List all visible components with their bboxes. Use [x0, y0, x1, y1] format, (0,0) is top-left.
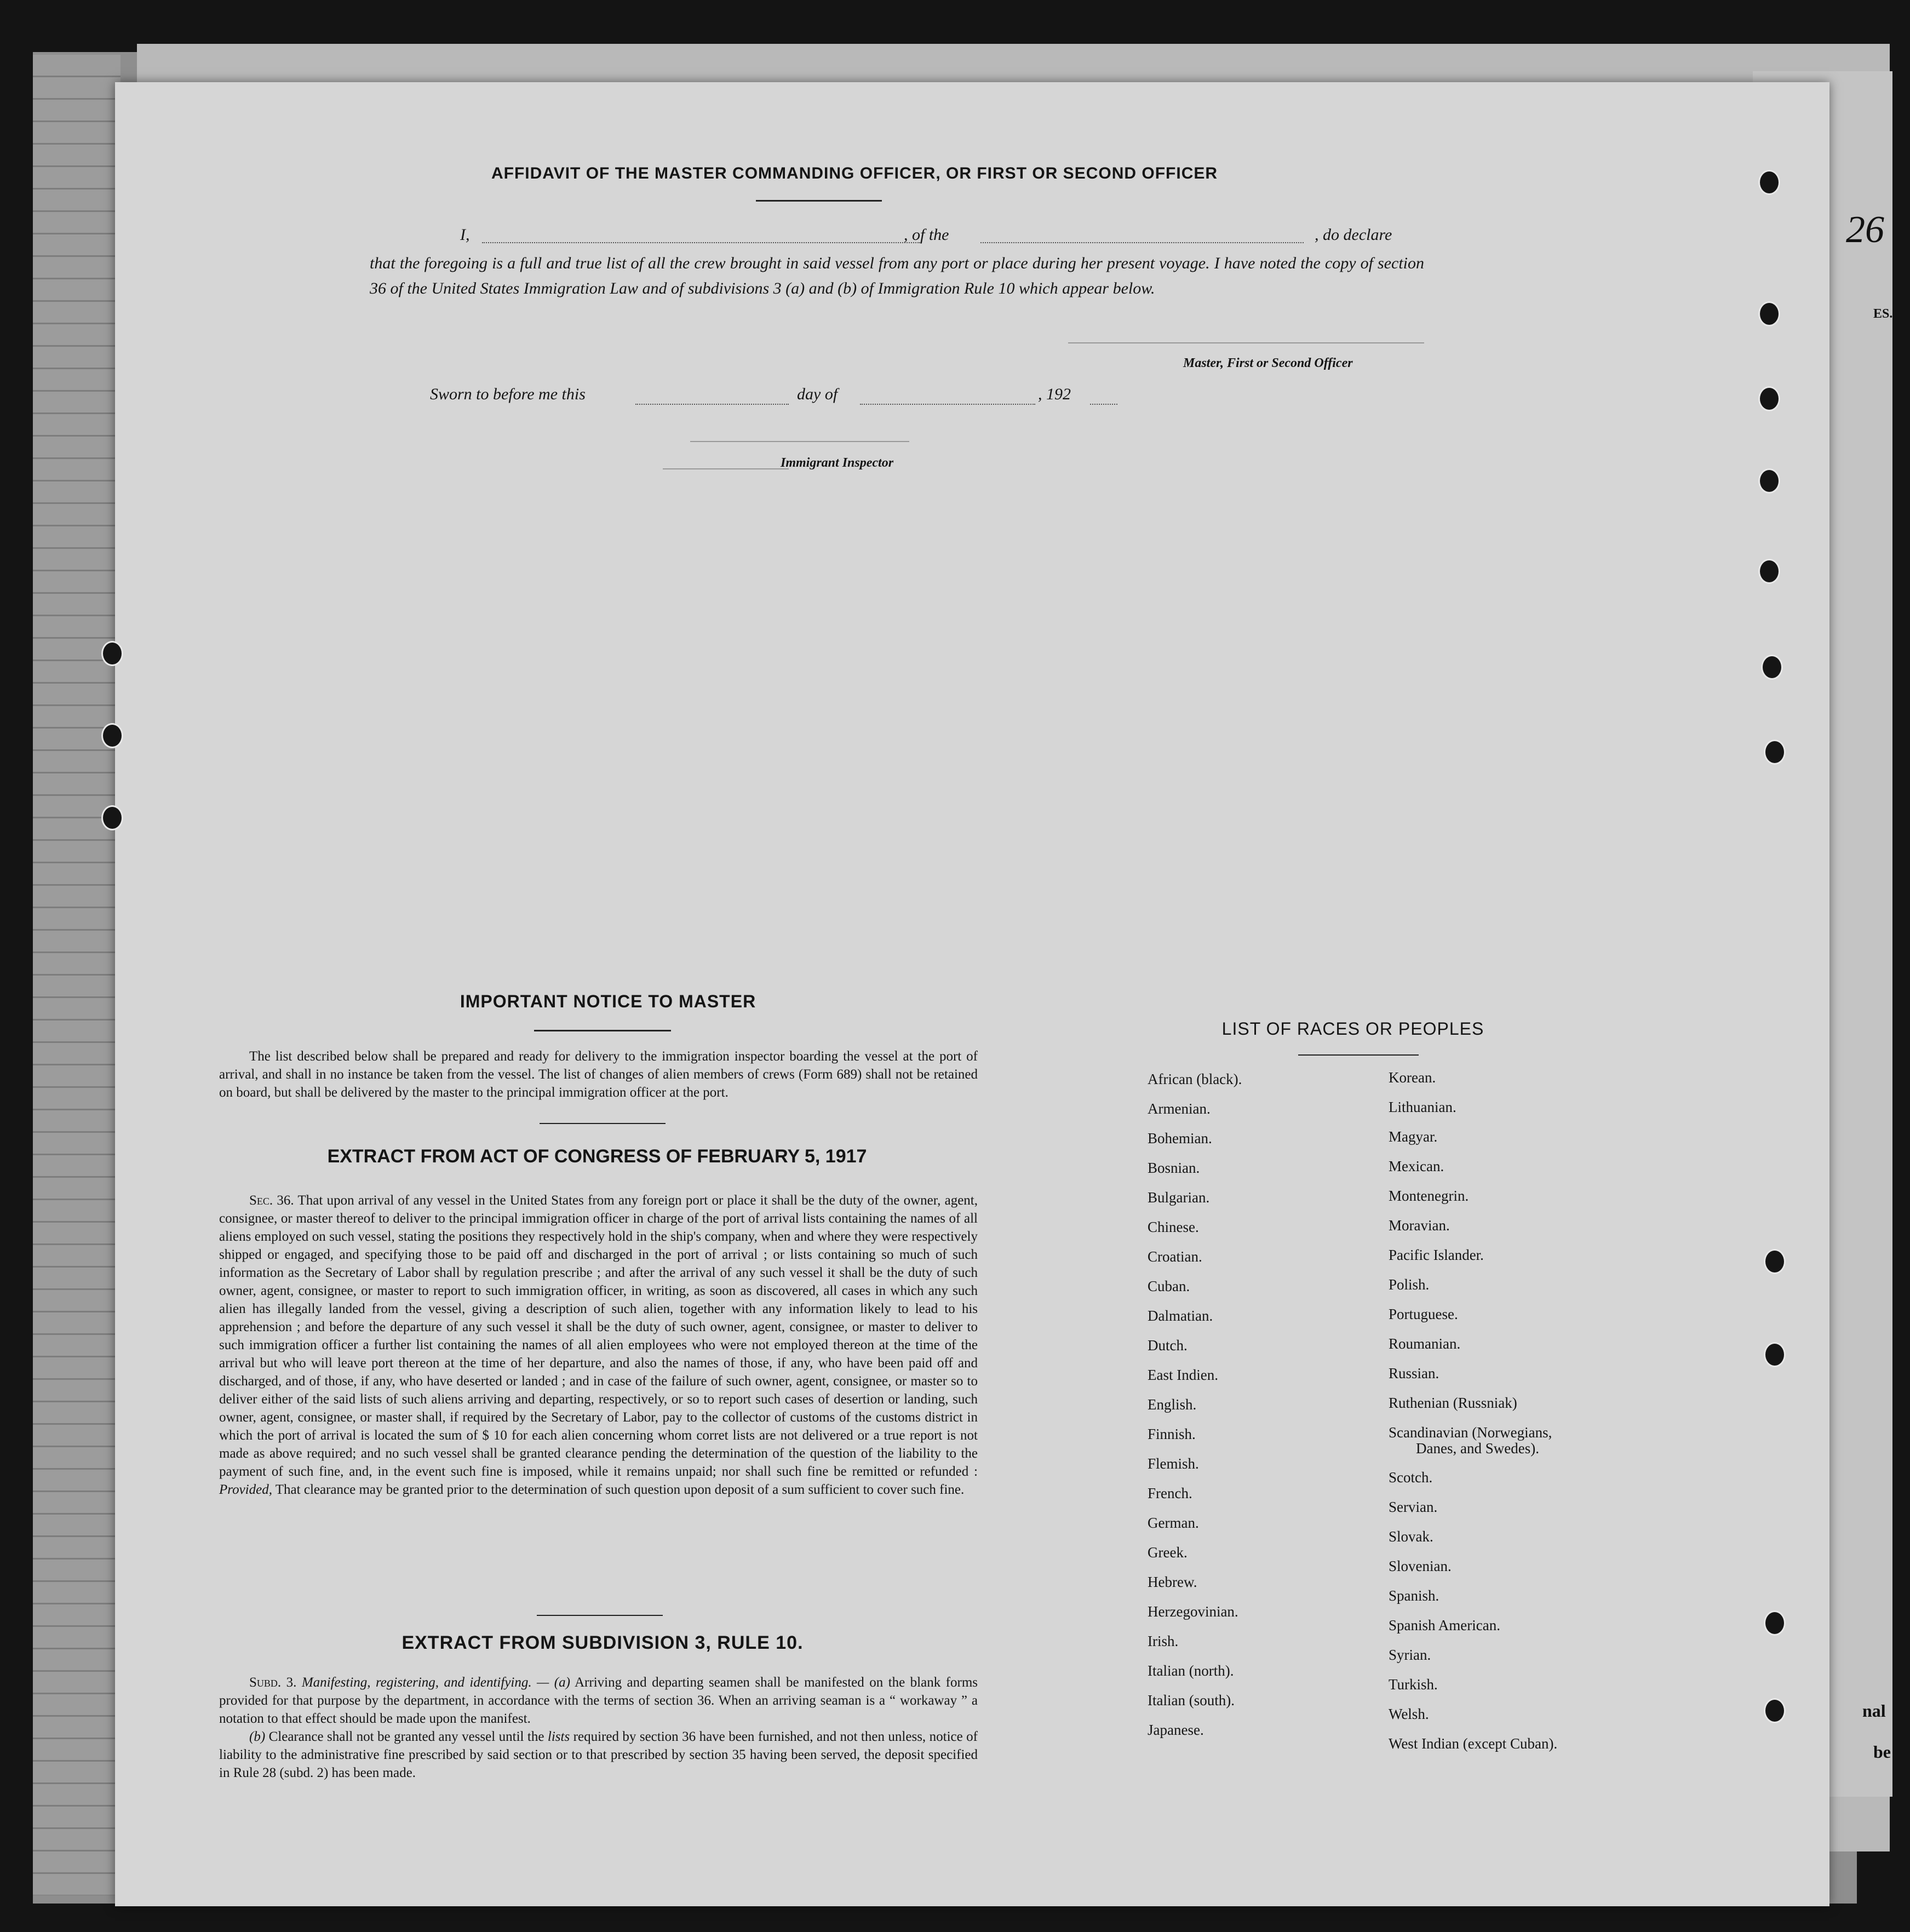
race-item: Russian. — [1389, 1365, 1439, 1381]
race-item: Hebrew. — [1148, 1574, 1197, 1590]
punch-hole — [1761, 655, 1783, 680]
race-item: Servian. — [1389, 1499, 1438, 1515]
punch-hole — [1758, 386, 1780, 411]
edge-fragment-be: be — [1873, 1742, 1891, 1762]
race-item: Slovenian. — [1389, 1558, 1452, 1574]
inspector-signature-line-2 — [663, 468, 789, 469]
notice-body: The list described below shall be prepared and ready for delivery to the immigration inspector boarding the vessel at the port of arrival, and shall in no instance be taken from the vessel. The list of changes of alien members of crews (Form 689) shall not be retained on board, but shall be delivered by the master to the principal immigration officer at the port. — [219, 1049, 978, 1100]
races-title-rule — [1298, 1054, 1419, 1056]
master-signature-line — [1068, 342, 1424, 343]
rule-subd-b: required by section 36 have been furnished, and not then unless, notice of liability to the administrative fine prescribed by said section or to that prescribed by section 35 having been served, the deposit specified in Rule 28 (subd. 2) has been made. — [219, 1729, 978, 1780]
document-page — [115, 82, 1829, 1906]
sworn-year: , 192 — [1038, 385, 1071, 403]
race-item: Bulgarian. — [1148, 1189, 1210, 1206]
race-item: Dalmatian. — [1148, 1308, 1213, 1324]
edge-fragment-es: ES. — [1873, 307, 1893, 321]
races-list-left — [1148, 1064, 1242, 1745]
race-item: Pacific Islander. — [1389, 1247, 1484, 1263]
rule-subd-b-pre: Clearance shall not be granted any vessel until the — [268, 1729, 544, 1744]
race-item: Roumanian. — [1389, 1335, 1461, 1352]
race-item: East Indien. — [1148, 1367, 1218, 1383]
punch-hole — [1758, 468, 1780, 494]
inspector-label: Immigrant Inspector — [781, 456, 894, 470]
affidavit-of-the: , of the — [904, 226, 949, 244]
race-item: West Indian (except Cuban). — [1389, 1735, 1558, 1752]
act-title: EXTRACT FROM ACT OF CONGRESS OF FEBRUARY 5, 1917 — [327, 1146, 867, 1167]
punch-hole — [1764, 1698, 1786, 1723]
race-item: Portuguese. — [1389, 1306, 1458, 1322]
race-item: Scandinavian (Norwegians, — [1389, 1424, 1552, 1441]
rule-body — [219, 1673, 978, 1782]
race-item: Danes, and Swedes). — [1416, 1440, 1539, 1457]
page-number: 26 — [1846, 209, 1884, 251]
race-item: Italian (south). — [1148, 1692, 1235, 1709]
rule-title: EXTRACT FROM SUBDIVISION 3, RULE 10. — [401, 1632, 804, 1653]
race-item: Korean. — [1389, 1069, 1436, 1086]
race-item: Slovak. — [1389, 1528, 1433, 1545]
act-end-rule — [537, 1615, 663, 1616]
notice-title: IMPORTANT NOTICE TO MASTER — [460, 991, 756, 1011]
punch-hole — [1764, 1610, 1786, 1636]
act-sec-label: Sec. 36. — [249, 1193, 294, 1208]
inspector-signature-line — [690, 441, 909, 442]
punch-hole — [101, 805, 123, 830]
act-body — [219, 1191, 978, 1499]
affidavit-body: that the foregoing is a full and true list of all the crew brought in said vessel from any port or place during her present voyage. I have noted the copy of section 36 of the United States Immigration Law and of subdivisions 3 (a) and (b) of Immigration Rule 10 which appear below. — [370, 254, 1424, 297]
race-item: Greek. — [1148, 1544, 1188, 1561]
edge-fragment-nal: nal — [1862, 1701, 1886, 1721]
race-item: Italian (north). — [1148, 1662, 1234, 1679]
sworn-prefix: Sworn to before me this — [430, 385, 586, 403]
race-item: Mexican. — [1389, 1158, 1444, 1174]
punch-hole — [1764, 1342, 1786, 1367]
race-item: Cuban. — [1148, 1278, 1190, 1294]
sworn-day-blank — [635, 404, 789, 405]
punch-hole — [101, 641, 123, 666]
rule-subd-heading: Manifesting, registering, and identifying. — (a) — [301, 1675, 570, 1690]
rule-subd-a: Arriving and departing seamen shall be manifested on the blank forms provided for that purpose by the department, in accordance with the terms of section 36. When an arriving seaman is a “ workaway ” a notation to that effect should be made upon the manifest. — [219, 1675, 978, 1726]
race-item: Lithuanian. — [1389, 1099, 1456, 1115]
sworn-year-blank — [1090, 404, 1117, 405]
race-item: Scotch. — [1389, 1469, 1433, 1486]
affidavit-i: I, — [460, 226, 470, 244]
notice-end-rule — [540, 1123, 666, 1124]
rule-subd-b-lists: lists — [547, 1729, 570, 1744]
race-item: Dutch. — [1148, 1337, 1188, 1354]
race-item: Finnish. — [1148, 1426, 1196, 1442]
race-item: Croatian. — [1148, 1248, 1202, 1265]
rule-subd-b-label: (b) — [249, 1729, 266, 1744]
act-text-end: That clearance may be granted prior to the determination of such question upon deposit of a sum sufficient to cover such fine. — [275, 1482, 965, 1497]
race-item: Welsh. — [1389, 1706, 1429, 1722]
sworn-month-blank — [860, 404, 1035, 405]
race-item: Spanish. — [1389, 1587, 1439, 1604]
race-item: Magyar. — [1389, 1128, 1438, 1145]
races-title: LIST OF RACES OR PEOPLES — [1221, 1019, 1484, 1039]
affidavit-declare: , do declare — [1315, 226, 1392, 244]
punch-hole — [1758, 301, 1780, 326]
act-text: That upon arrival of any vessel in the United States from any foreign port or place it shall be the duty of the owner, agent, consignee, or master thereof to deliver to the principal immigration officer in charge of the port of arrival lists containing the names of all aliens employed on such vessel, stating the positions they respectively hold in the ship's company, when and where they were respectively shipped or engaged, and specifying those to be paid off and discharged in the port of arrival ; or lists containing so much of such information as the Secretary of Labor shall by regulation prescribe ; and after the arrival of any such vessel it shall be the duty of such owner, agent, consignee, or master to report to such immigration officer, in writing, as soon as discovered, all cases in which any such alien has illegally landed from the vessel, giving a description of such alien, together with any information likely to lead to his apprehension ; and before the departure of any such vessel it shall be the duty of such owner, agent, consignee, or master to deliver to such immigration officer a further list containing the names of all alien employees who were not employed thereon at the time of the arrival but who will leave port thereon at the time of her departure, and also the names of those, if any, who have been paid off and discharged, and of those, if any, who have deserted or landed ; and in case of the failure of such owner, agent, consignee, or master so to deliver either of the said lists of such aliens arriving and departing, respectively, or so to report such cases of desertion or landing, such owner, agent, consignee, or master shall, if required by the Secretary of Labor, pay to the collector of customs of the customs district in which the port of arrival is located the sum of $ 10 for each alien concerning whom corret lists are not delivered or a true report is not made as above required; and no such vessel shall be granted clearance pending the determination of the question of the liability to the payment of such fine, and, in the event such fine is imposed, while it remains unpaid; nor shall such fine be remitted or refunded : — [219, 1193, 978, 1479]
punch-hole — [1758, 170, 1780, 195]
race-item: German. — [1148, 1515, 1199, 1531]
race-item: English. — [1148, 1396, 1197, 1413]
race-item: Japanese. — [1148, 1722, 1204, 1738]
master-signature-label: Master, First or Second Officer — [1183, 356, 1353, 370]
race-item: French. — [1148, 1485, 1192, 1501]
race-item: Syrian. — [1389, 1647, 1431, 1663]
notice-title-rule — [534, 1030, 671, 1031]
name-blank — [482, 242, 920, 243]
race-item: Herzegovinian. — [1148, 1603, 1238, 1620]
affidavit-title-rule — [756, 200, 882, 202]
sworn-day-of: day of — [797, 385, 838, 403]
punch-hole — [101, 723, 123, 748]
race-item: Bosnian. — [1148, 1160, 1200, 1176]
punch-hole — [1764, 1249, 1786, 1274]
race-item: African (black). — [1148, 1071, 1242, 1087]
races-list-right — [1389, 1063, 1557, 1758]
punch-hole — [1758, 559, 1780, 584]
punch-hole — [1764, 739, 1786, 765]
race-item: Armenian. — [1148, 1100, 1211, 1117]
race-item: Moravian. — [1389, 1217, 1450, 1234]
race-item: Turkish. — [1389, 1676, 1438, 1693]
race-item: Bohemian. — [1148, 1130, 1212, 1146]
race-item: Polish. — [1389, 1276, 1430, 1293]
vessel-blank — [980, 242, 1304, 243]
race-item: Ruthenian (Russniak) — [1389, 1395, 1517, 1411]
act-provided: Provided, — [219, 1482, 272, 1497]
race-item: Chinese. — [1148, 1219, 1199, 1235]
race-item: Flemish. — [1148, 1455, 1199, 1472]
race-item: Spanish American. — [1389, 1617, 1500, 1633]
race-item: Montenegrin. — [1389, 1188, 1469, 1204]
ruled-ledger-edge — [33, 55, 121, 1895]
affidavit-title: AFFIDAVIT OF THE MASTER COMMANDING OFFICER, OR FIRST OR SECOND OFFICER — [491, 164, 1218, 182]
race-item: Irish. — [1148, 1633, 1179, 1649]
rule-subd-label: Subd. 3. — [249, 1675, 297, 1690]
